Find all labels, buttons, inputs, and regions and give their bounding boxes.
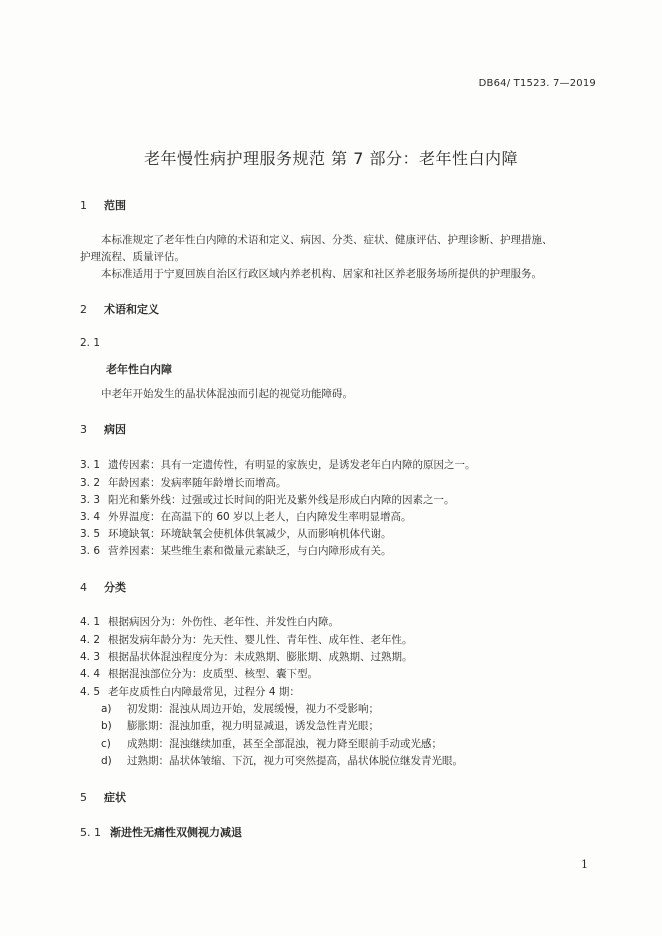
item-text: 根据晶状体混浊程度分为：未成熟期、膨胀期、成熟期、过熟期。 [108, 651, 413, 663]
section-title: 病因 [104, 423, 126, 436]
section-title: 症状 [104, 791, 126, 804]
item-text: 过熟期：晶状体皱缩、下沉，视力可突然提高，晶状体脱位继发青光眼。 [127, 755, 463, 767]
item-number: 4. 3 [80, 651, 101, 663]
classification-item [80, 666, 318, 681]
section-3-heading [80, 421, 126, 437]
cause-item [80, 509, 412, 524]
item-number: 3. 6 [80, 545, 101, 557]
section-number: 4 [80, 581, 87, 594]
stage-item [101, 736, 442, 751]
item-text: 成熟期：混浊继续加重，甚至全部混浊，视力降至眼前手动或光感； [127, 738, 442, 750]
item-text: 环境缺氧：环境缺氧会使机体供氧减少，从而影响机体代谢。 [108, 528, 392, 540]
term-name: 老年性白内障 [106, 363, 172, 376]
term-definition: 中老年开始发生的晶状体混浊而引起的视觉功能障碍。 [101, 388, 353, 400]
item-text: 外界温度：在高温下的 60 岁以上老人，白内障发生率明显增高。 [108, 511, 412, 523]
item-letter: b) [101, 720, 112, 732]
item-number: 3. 2 [80, 477, 101, 489]
section-5-heading [80, 789, 126, 805]
item-number: 3. 3 [80, 494, 101, 506]
cause-item [80, 492, 455, 507]
item-text: 阳光和紫外线：过强或过长时间的阳光及紫外线是形成白内障的因素之一。 [108, 494, 455, 506]
item-letter: c) [101, 738, 111, 750]
standard-code: DB64/ T1523. 7—2019 [478, 78, 596, 89]
item-number: 4. 5 [80, 686, 101, 698]
item-text: 遗传因素：具有一定遗传性，有明显的家族史，是诱发老年白内障的原因之一。 [108, 459, 476, 471]
section-number: 2 [80, 303, 87, 316]
classification-item [80, 614, 339, 629]
section-number: 3 [80, 423, 87, 436]
section-title: 术语和定义 [104, 303, 159, 316]
item-number: 4. 2 [80, 634, 101, 646]
item-letter: a) [101, 703, 112, 715]
scope-para1-line1: 本标准规定了老年性白内障的术语和定义、病因、分类、症状、健康评估、护理诊断、护理措施、 [101, 234, 553, 246]
subsection-title: 渐进性无痛性双侧视力减退 [110, 826, 242, 839]
item-number: 3. 5 [80, 528, 101, 540]
section-number: 1 [80, 199, 87, 212]
classification-item [80, 649, 413, 664]
item-text: 根据混浊部位分为：皮质型、核型、囊下型。 [108, 668, 318, 680]
item-letter: d) [101, 755, 112, 767]
item-text: 初发期：混浊从周边开始，发展缓慢，视力不受影响； [127, 703, 379, 715]
cause-item [80, 475, 287, 490]
item-number: 3. 1 [80, 459, 101, 471]
section-number: 5 [80, 791, 87, 804]
stage-item [101, 718, 379, 733]
section-2-heading [80, 301, 159, 317]
stage-item [101, 701, 379, 716]
page-number: 1 [581, 858, 588, 871]
item-text: 年龄因素：发病率随年龄增长而增高。 [108, 477, 287, 489]
subsection-5-1-heading [80, 824, 242, 840]
section-title: 范围 [104, 199, 126, 212]
stage-item [101, 753, 463, 768]
item-text: 老年皮质性白内障最常见，过程分 4 期： [108, 686, 300, 698]
document-title: 老年慢性病护理服务规范 第 7 部分：老年性白内障 [144, 149, 518, 168]
cause-item [80, 543, 392, 558]
classification-item [80, 632, 413, 647]
scope-para2: 本标准适用于宁夏回族自治区行政区域内养老机构、居家和社区养老服务场所提供的护理服务。 [101, 268, 542, 280]
item-number: 4. 4 [80, 668, 101, 680]
section-4-heading [80, 579, 126, 595]
section-title: 分类 [104, 581, 126, 594]
section-1-heading [80, 197, 126, 213]
item-text: 根据病因分为：外伤性、老年性、并发性白内障。 [108, 616, 339, 628]
subsection-number: 5. 1 [80, 826, 101, 839]
term-number: 2. 1 [80, 337, 101, 349]
item-text: 膨胀期：混浊加重，视力明显减退，诱发急性青光眼； [127, 720, 379, 732]
scope-para1-line2: 护理流程、质量评估。 [80, 251, 185, 263]
item-text: 根据发病年龄分为：先天性、婴儿性、青年性、成年性、老年性。 [108, 634, 413, 646]
cause-item [80, 457, 476, 472]
classification-item [80, 684, 300, 699]
item-number: 4. 1 [80, 616, 101, 628]
item-number: 3. 4 [80, 511, 101, 523]
cause-item [80, 526, 392, 541]
item-text: 营养因素：某些维生素和微量元素缺乏，与白内障形成有关。 [108, 545, 392, 557]
